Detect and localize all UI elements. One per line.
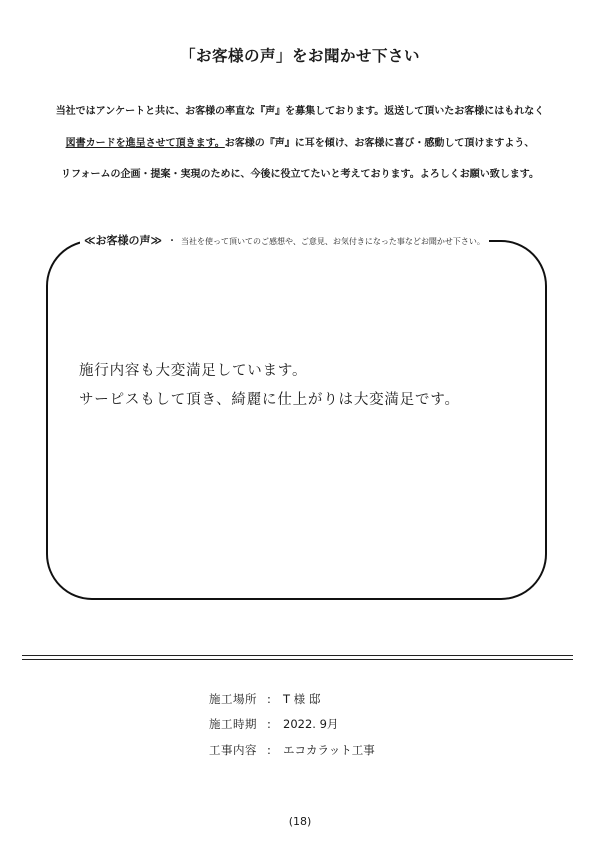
customer-voice-box [46,240,547,600]
divider-line [22,655,573,656]
gift-card-notice: 図書カードを進呈させて頂きます。 [65,138,225,149]
intro-line-3: リフォームの企画・提案・実現のために、今後に役立てたいと考えております。よろしくお願い致します。 [61,169,539,180]
location-value: T 様 邸 [283,692,321,706]
date-key: 施工時期 [209,717,257,731]
info-separator: : [267,743,271,757]
info-row-date [209,716,338,732]
location-key: 施工場所 [209,692,257,706]
info-row-location [209,691,320,707]
voice-box-label: ≪お客様の声≫ [84,234,163,247]
voice-box-bullet: ・ [167,236,178,247]
intro-line-2-rest: お客様の『声』に耳を傾け、お客様に喜び・感動して頂けますよう、 [224,138,535,149]
intro-line-1: 当社ではアンケートと共に、お客様の率直な『声』を募集しております。返送して頂いたお客様にはもれなく [55,106,545,117]
work-value: エコカラット工事 [283,743,375,757]
customer-comment-line: サーピスもして頂き、綺麗に仕上がりは大変満足です。 [79,392,460,408]
info-separator: : [267,717,271,731]
voice-box-hint: 当社を使って頂いてのご感想や、ご意見、お気付きになった事などお聞かせ下さい。 [181,237,485,246]
work-key: 工事内容 [209,743,257,757]
voice-box-header [80,232,489,248]
date-value: 2022. 9月 [283,717,339,731]
info-separator: : [267,692,271,706]
info-row-work [209,742,375,758]
page-number: (18) [288,815,312,828]
divider-line [22,659,573,660]
intro-line-2 [0,134,600,149]
page-title: 「お客様の声」をお聞かせ下さい [179,47,420,65]
customer-comment-line: 施行内容も大変満足しています。 [79,363,308,379]
